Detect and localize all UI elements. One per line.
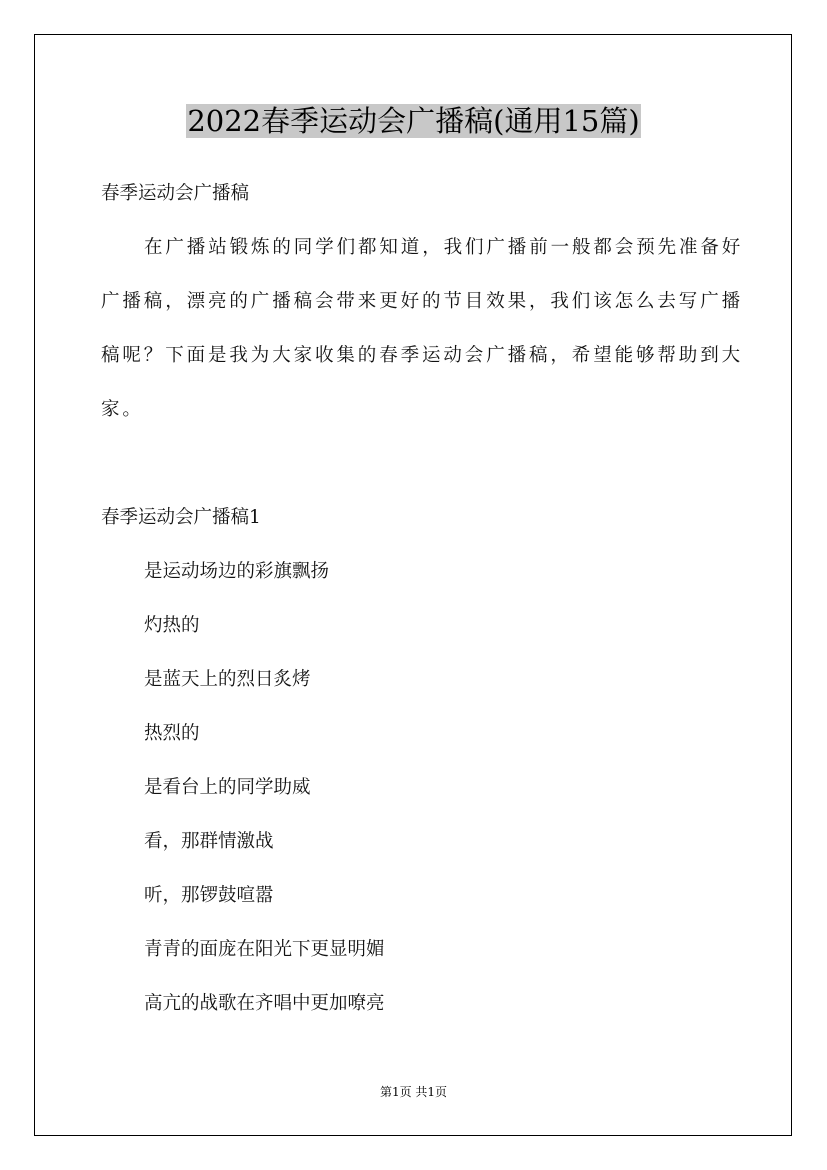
- poem-line: 是运动场边的彩旗飘扬: [144, 561, 330, 582]
- poem-line: 是看台上的同学助威: [144, 777, 311, 798]
- intro-line-3: 稿呢？下面是我为大家收集的春季运动会广播稿，希望能够帮助到大: [101, 345, 744, 366]
- article-1-heading: 春季运动会广播稿1: [101, 507, 261, 528]
- intro-line-2: 广播稿，漂亮的广播稿会带来更好的节目效果，我们该怎么去写广播: [101, 291, 744, 312]
- poem-line: 青青的面庞在阳光下更显明媚: [144, 939, 385, 960]
- page-footer: 第1页 共1页: [379, 1085, 448, 1099]
- section-heading: 春季运动会广播稿: [101, 183, 250, 204]
- intro-line-1: 在广播站锻炼的同学们都知道，我们广播前一般都会预先准备好: [144, 237, 744, 258]
- poem-line: 看，那群情激战: [144, 831, 274, 852]
- poem-line: 热烈的: [144, 723, 200, 744]
- document-title: [0, 99, 827, 143]
- poem-line: 高亢的战歌在齐唱中更加嘹亮: [144, 993, 385, 1014]
- intro-line-4: 家。: [101, 399, 144, 420]
- document-title-text: 2022春季运动会广播稿(通用15篇): [187, 104, 640, 138]
- poem-line: 听，那锣鼓喧嚣: [144, 885, 274, 906]
- poem-line: 灼热的: [144, 615, 200, 636]
- poem-line: 是蓝天上的烈日炙烤: [144, 669, 311, 690]
